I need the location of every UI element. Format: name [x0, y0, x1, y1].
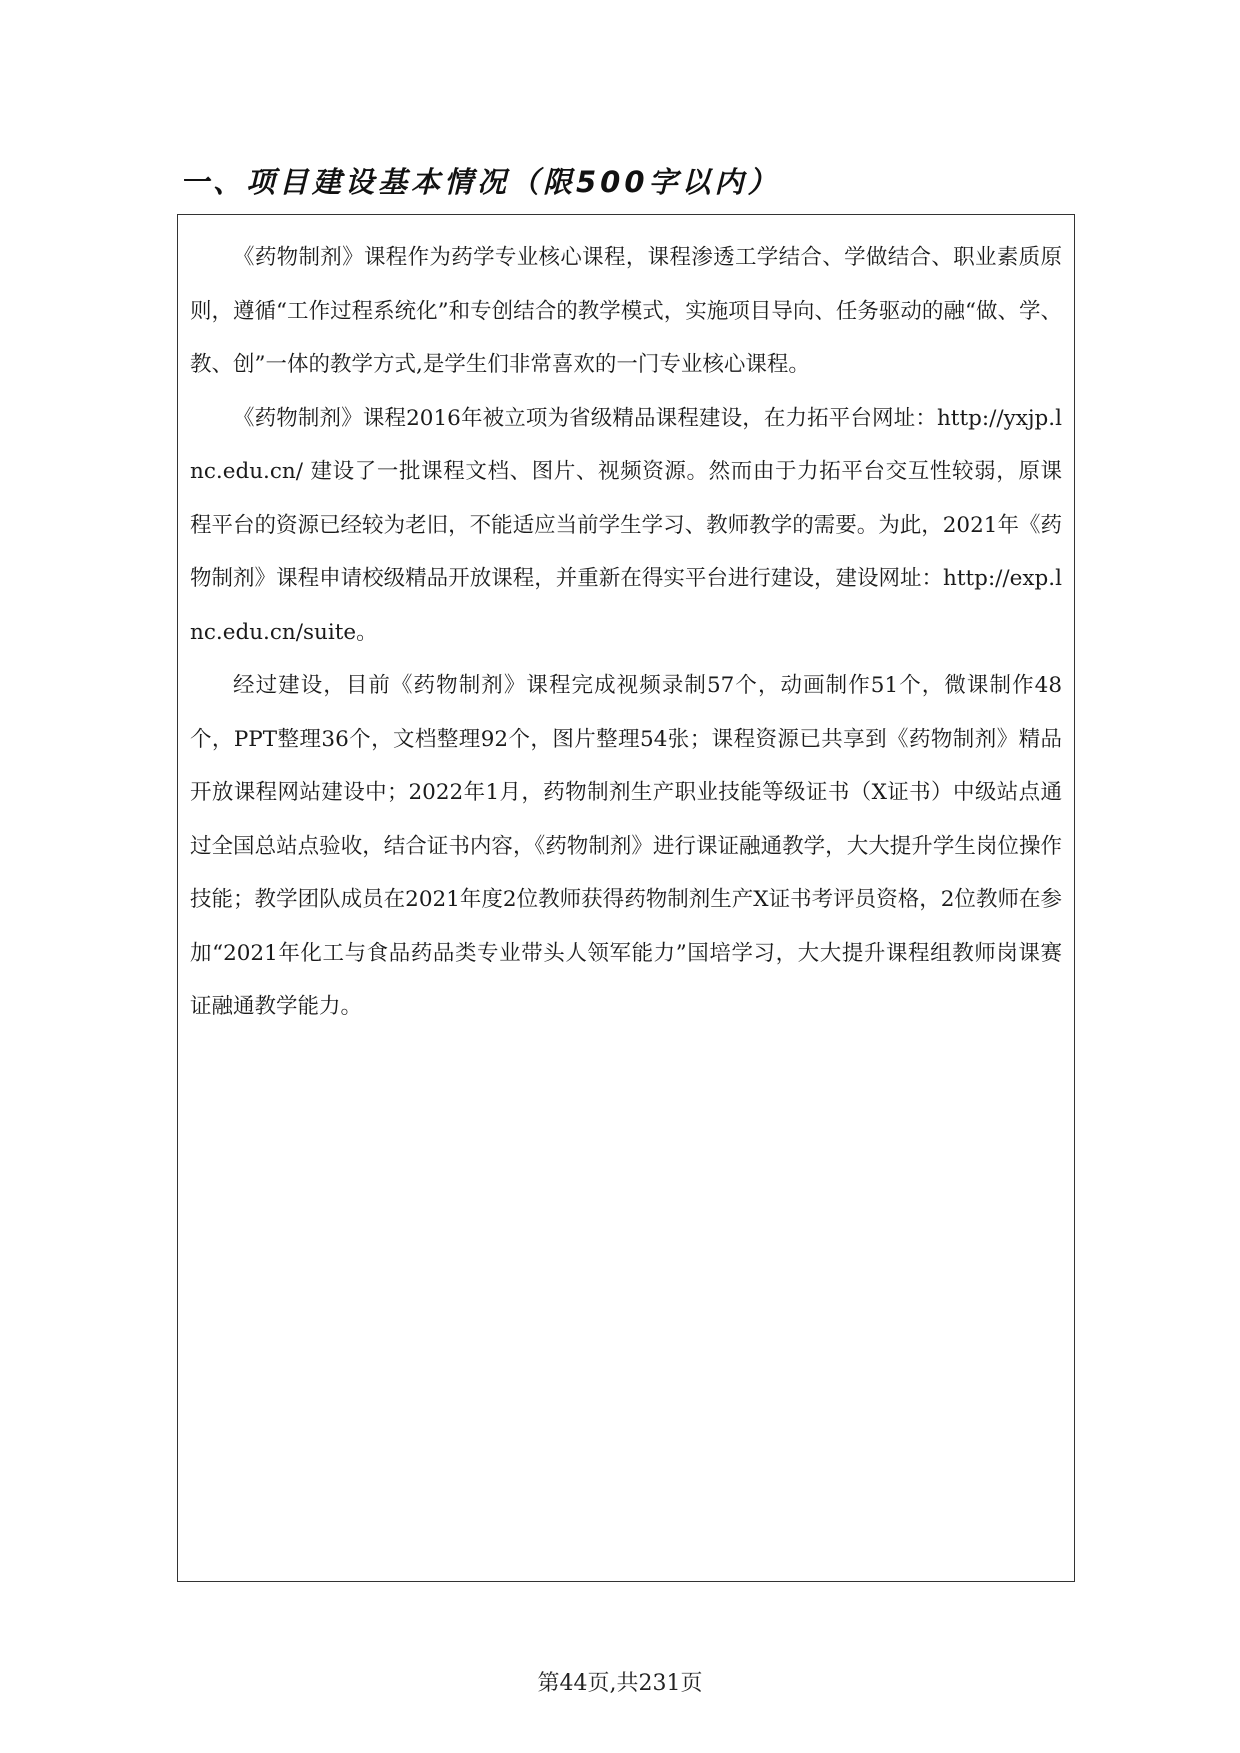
section-heading: 一、项目建设基本情况（限500字以内） [180, 165, 781, 199]
paragraph-platform-history: 《药物制剂》课程2016年被立项为省级精品课程建设，在力拓平台网址：http://yxjp.lnc.edu.cn/ 建设了一批课程文档、图片、视频资源。然而由于力拓平台交互性较弱，原课程平台的资源已经较为老旧，不能适应当前学生学习、教师教学的需要。为此，2021年《药物制剂》课程申请校级精品开放课程，并重新在得实平台进行建设，建设网址：http://exp.lnc.edu.cn/suite。 [190, 405, 1062, 645]
paragraph-achievements: 经过建设，目前《药物制剂》课程完成视频录制57个，动画制作51个，微课制作48个，PPT整理36个，文档整理92个，图片整理54张；课程资源已共享到《药物制剂》精品开放课程网站建设中；2022年1月，药物制剂生产职业技能等级证书（X证书）中级站点通过全国总站点验收，结合证书内容，《药物制剂》进行课证融通教学，大大提升学生岗位操作技能；教学团队成员在2021年度2位教师获得药物制剂生产X证书考评员资格，2位教师在参加“2021年化工与食品药品类专业带头人领军能力”国培学习，大大提升课程组教师岗课赛证融通教学能力。 [190, 673, 1062, 1019]
paragraph-course-intro: 《药物制剂》课程作为药学专业核心课程，课程渗透工学结合、学做结合、职业素质原则，遵循“工作过程系统化”和专创结合的教学模式，实施项目导向、任务驱动的融“做、学、教、创”一体的教学方式,是学生们非常喜欢的一门专业核心课程。 [190, 245, 1062, 377]
page-number: 第44页,共231页 [537, 1671, 703, 1696]
content-box [177, 214, 1075, 1582]
